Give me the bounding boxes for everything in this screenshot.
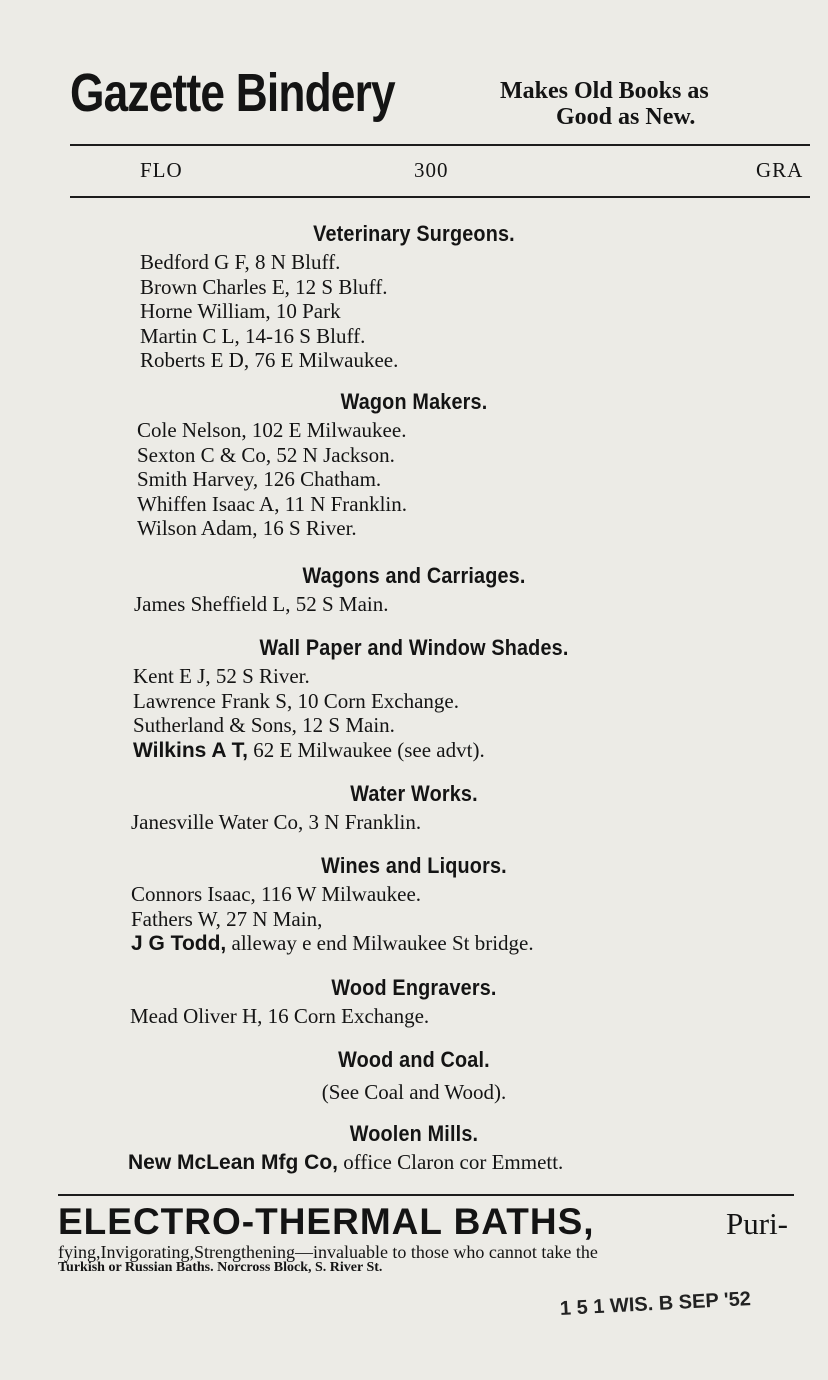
section-heading: Woolen Mills. (349, 1121, 479, 1146)
entry-bold-name: J G Todd, (131, 932, 227, 956)
directory-entry: Cole Nelson, 102 E Milwaukee. (137, 418, 407, 442)
section-heading: Veterinary Surgeons. (313, 221, 515, 246)
section-heading: Water Works. (350, 781, 478, 806)
section-heading: Wagon Makers. (340, 389, 488, 414)
advert-address-line: Turkish or Russian Baths. Norcross Block, S. River St. (58, 1260, 383, 1275)
section-wood-engravers (0, 972, 828, 1029)
page-number: 300 (414, 158, 449, 182)
bindery-title: Gazette Bindery (70, 63, 395, 123)
header-rule-top (70, 144, 810, 146)
entry-address: office Claron cor Emmett. (338, 1150, 564, 1174)
directory-entry: Horne William, 10 Park (140, 299, 341, 324)
entry-address: 62 E Milwaukee (see advt). (247, 737, 485, 762)
directory-entry: Sutherland & Sons, 12 S Main. (133, 713, 395, 738)
directory-entry: Mead Oliver H, 16 Corn Exchange. (130, 1004, 430, 1028)
directory-entry: Martin C L, 14-16 S Bluff. (140, 323, 366, 348)
cross-reference-note: (See Coal and Wood). (321, 1080, 507, 1104)
directory-entry: Bedford G F, 8 N Bluff. (140, 250, 341, 274)
advert-headline: ELECTRO-THERMAL BATHS, (58, 1201, 595, 1242)
section-heading: Wood Engravers. (331, 975, 497, 1000)
directory-entry: Brown Charles E, 12 S Bluff. (140, 274, 388, 299)
running-head-left: FLO (140, 158, 183, 182)
header-rule-bottom (70, 196, 810, 198)
directory-entry: Whiffen Isaac A, 11 N Franklin. (137, 491, 408, 516)
section-wagon-makers (0, 386, 828, 541)
section-veterinary-surgeons (0, 218, 828, 373)
advert-body-line: fying,Invigorating,Strengthening—invaluable to those who cannot take the (58, 1242, 598, 1262)
advert-rule (58, 1194, 794, 1196)
directory-entry: Connors Isaac, 116 W Milwaukee. (131, 882, 422, 906)
section-wines-and-liquors (0, 850, 828, 957)
section-wall-paper (0, 632, 828, 763)
directory-entry (133, 738, 828, 764)
entry-bold-name: New McLean Mfg Co, (128, 1151, 339, 1174)
directory-entry: Janesville Water Co, 3 N Franklin. (131, 810, 422, 834)
library-date-stamp: 1 5 1 WIS. B SEP '52 (559, 1288, 752, 1320)
entry-bold-name: Wilkins A T, (133, 738, 248, 762)
directory-entry: Roberts E D, 76 E Milwaukee. (140, 348, 399, 373)
tagline-line-2: Good as New. (556, 104, 696, 130)
advert-headline-tail: Puri- (726, 1206, 788, 1241)
section-wagons-and-carriages (0, 560, 828, 617)
section-water-works (0, 778, 828, 835)
section-heading: Wines and Liquors. (321, 853, 507, 878)
running-head-right: GRA (756, 158, 804, 182)
tagline-line-1: Makes Old Books as (500, 78, 709, 104)
directory-entry: Smith Harvey, 126 Chatham. (137, 467, 382, 492)
section-heading: Wood and Coal. (338, 1047, 490, 1072)
directory-entry: Lawrence Frank S, 10 Corn Exchange. (133, 688, 459, 713)
directory-entry: Sexton C & Co, 52 N Jackson. (137, 442, 395, 467)
directory-entry (128, 1150, 828, 1176)
section-heading: Wagons and Carriages. (302, 563, 526, 588)
directory-entry: Wilson Adam, 16 S River. (137, 516, 357, 541)
section-wood-and-coal (0, 1044, 828, 1105)
section-woolen-mills (0, 1118, 828, 1176)
directory-entry: James Sheffield L, 52 S Main. (134, 592, 389, 616)
directory-entry: Kent E J, 52 S River. (133, 664, 310, 688)
bindery-tagline (500, 78, 810, 130)
directory-entry (131, 931, 828, 957)
entry-address: alleway e end Milwaukee St bridge. (226, 931, 534, 956)
section-heading: Wall Paper and Window Shades. (259, 635, 569, 660)
directory-entry: Fathers W, 27 N Main, (131, 906, 323, 931)
